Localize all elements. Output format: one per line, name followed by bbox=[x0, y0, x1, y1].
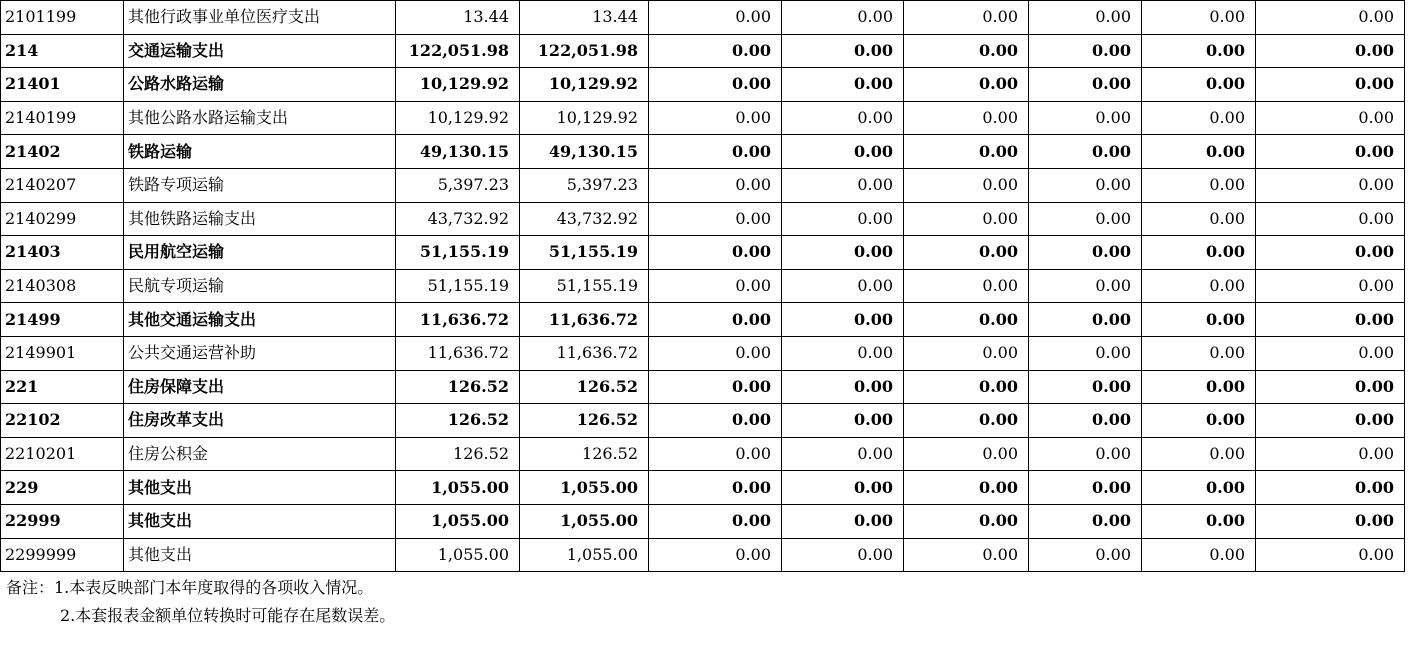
amount-cell: 0.00 bbox=[782, 404, 904, 438]
amount-cell: 0.00 bbox=[649, 538, 782, 572]
amount-cell: 0.00 bbox=[782, 34, 904, 68]
subject-code-cell: 2210201 bbox=[1, 437, 124, 471]
subject-name-cell: 其他支出 bbox=[124, 538, 396, 572]
amount-cell: 0.00 bbox=[1256, 404, 1405, 438]
amount-cell: 1,055.00 bbox=[396, 538, 520, 572]
subject-name-cell: 其他交通运输支出 bbox=[124, 303, 396, 337]
amount-cell: 0.00 bbox=[1029, 236, 1142, 270]
amount-cell: 51,155.19 bbox=[520, 236, 649, 270]
amount-cell: 0.00 bbox=[649, 34, 782, 68]
amount-cell: 126.52 bbox=[396, 437, 520, 471]
subject-code-cell: 2140199 bbox=[1, 101, 124, 135]
amount-cell: 0.00 bbox=[1142, 34, 1256, 68]
amount-cell: 1,055.00 bbox=[396, 471, 520, 505]
subject-code-cell: 214 bbox=[1, 34, 124, 68]
table-row bbox=[1, 135, 1405, 169]
amount-cell: 0.00 bbox=[1029, 437, 1142, 471]
amount-cell: 0.00 bbox=[1142, 370, 1256, 404]
amount-cell: 0.00 bbox=[1142, 269, 1256, 303]
amount-cell: 0.00 bbox=[904, 101, 1029, 135]
amount-cell: 5,397.23 bbox=[396, 168, 520, 202]
amount-cell: 43,732.92 bbox=[520, 202, 649, 236]
amount-cell: 10,129.92 bbox=[396, 101, 520, 135]
amount-cell: 0.00 bbox=[649, 504, 782, 538]
amount-cell: 0.00 bbox=[1029, 269, 1142, 303]
amount-cell: 1,055.00 bbox=[396, 504, 520, 538]
amount-cell: 0.00 bbox=[1142, 236, 1256, 270]
amount-cell: 10,129.92 bbox=[520, 68, 649, 102]
amount-cell: 0.00 bbox=[1142, 437, 1256, 471]
amount-cell: 0.00 bbox=[904, 404, 1029, 438]
amount-cell: 0.00 bbox=[904, 370, 1029, 404]
amount-cell: 0.00 bbox=[904, 236, 1029, 270]
table-body bbox=[1, 1, 1405, 572]
table-row bbox=[1, 471, 1405, 505]
note-line-1: 备注：1.本表反映部门本年度取得的各项收入情况。 bbox=[6, 578, 374, 598]
amount-cell: 11,636.72 bbox=[396, 303, 520, 337]
amount-cell: 0.00 bbox=[904, 168, 1029, 202]
subject-name-cell: 民航专项运输 bbox=[124, 269, 396, 303]
amount-cell: 0.00 bbox=[1142, 336, 1256, 370]
amount-cell: 0.00 bbox=[1142, 168, 1256, 202]
subject-code-cell: 21403 bbox=[1, 236, 124, 270]
amount-cell: 0.00 bbox=[904, 437, 1029, 471]
amount-cell: 0.00 bbox=[1142, 538, 1256, 572]
amount-cell: 1,055.00 bbox=[520, 471, 649, 505]
subject-name-cell: 其他支出 bbox=[124, 504, 396, 538]
amount-cell: 0.00 bbox=[1029, 471, 1142, 505]
amount-cell: 0.00 bbox=[1256, 370, 1405, 404]
table-row bbox=[1, 168, 1405, 202]
amount-cell: 51,155.19 bbox=[396, 269, 520, 303]
subject-code-cell: 2140207 bbox=[1, 168, 124, 202]
amount-cell: 1,055.00 bbox=[520, 504, 649, 538]
amount-cell: 0.00 bbox=[904, 135, 1029, 169]
subject-name-cell: 其他公路水路运输支出 bbox=[124, 101, 396, 135]
amount-cell: 0.00 bbox=[782, 236, 904, 270]
amount-cell: 0.00 bbox=[649, 370, 782, 404]
amount-cell: 0.00 bbox=[1142, 504, 1256, 538]
subject-name-cell: 交通运输支出 bbox=[124, 34, 396, 68]
subject-name-cell: 铁路专项运输 bbox=[124, 168, 396, 202]
amount-cell: 0.00 bbox=[904, 68, 1029, 102]
subject-name-cell: 住房改革支出 bbox=[124, 404, 396, 438]
amount-cell: 0.00 bbox=[1256, 437, 1405, 471]
amount-cell: 0.00 bbox=[1029, 370, 1142, 404]
subject-name-cell: 公路水路运输 bbox=[124, 68, 396, 102]
subject-name-cell: 住房保障支出 bbox=[124, 370, 396, 404]
amount-cell: 0.00 bbox=[782, 336, 904, 370]
amount-cell: 0.00 bbox=[782, 1, 904, 35]
amount-cell: 0.00 bbox=[1256, 1, 1405, 35]
amount-cell: 0.00 bbox=[1142, 404, 1256, 438]
amount-cell: 0.00 bbox=[1256, 336, 1405, 370]
amount-cell: 0.00 bbox=[782, 202, 904, 236]
amount-cell: 0.00 bbox=[649, 135, 782, 169]
amount-cell: 0.00 bbox=[1029, 202, 1142, 236]
subject-name-cell: 公共交通运营补助 bbox=[124, 336, 396, 370]
amount-cell: 126.52 bbox=[396, 370, 520, 404]
table-row bbox=[1, 101, 1405, 135]
table-row bbox=[1, 1, 1405, 35]
amount-cell: 51,155.19 bbox=[520, 269, 649, 303]
amount-cell: 0.00 bbox=[1142, 101, 1256, 135]
amount-cell: 0.00 bbox=[649, 269, 782, 303]
amount-cell: 0.00 bbox=[1029, 168, 1142, 202]
amount-cell: 0.00 bbox=[904, 538, 1029, 572]
amount-cell: 0.00 bbox=[649, 336, 782, 370]
amount-cell: 0.00 bbox=[1256, 269, 1405, 303]
table-row bbox=[1, 504, 1405, 538]
table-row bbox=[1, 370, 1405, 404]
subject-code-cell: 2299999 bbox=[1, 538, 124, 572]
amount-cell: 0.00 bbox=[782, 471, 904, 505]
amount-cell: 0.00 bbox=[1029, 303, 1142, 337]
subject-name-cell: 其他支出 bbox=[124, 471, 396, 505]
subject-code-cell: 2101199 bbox=[1, 1, 124, 35]
amount-cell: 0.00 bbox=[649, 1, 782, 35]
amount-cell: 0.00 bbox=[904, 269, 1029, 303]
amount-cell: 122,051.98 bbox=[520, 34, 649, 68]
amount-cell: 0.00 bbox=[1256, 538, 1405, 572]
amount-cell: 0.00 bbox=[1029, 504, 1142, 538]
subject-code-cell: 21499 bbox=[1, 303, 124, 337]
amount-cell: 0.00 bbox=[1029, 101, 1142, 135]
amount-cell: 0.00 bbox=[782, 168, 904, 202]
table-row bbox=[1, 202, 1405, 236]
amount-cell: 51,155.19 bbox=[396, 236, 520, 270]
amount-cell: 0.00 bbox=[782, 370, 904, 404]
amount-cell: 5,397.23 bbox=[520, 168, 649, 202]
amount-cell: 0.00 bbox=[782, 504, 904, 538]
subject-name-cell: 民用航空运输 bbox=[124, 236, 396, 270]
subject-code-cell: 22102 bbox=[1, 404, 124, 438]
amount-cell: 0.00 bbox=[1256, 202, 1405, 236]
amount-cell: 0.00 bbox=[649, 101, 782, 135]
amount-cell: 0.00 bbox=[1029, 1, 1142, 35]
amount-cell: 0.00 bbox=[1029, 135, 1142, 169]
amount-cell: 0.00 bbox=[782, 101, 904, 135]
amount-cell: 0.00 bbox=[1142, 68, 1256, 102]
amount-cell: 0.00 bbox=[1029, 34, 1142, 68]
amount-cell: 11,636.72 bbox=[520, 336, 649, 370]
amount-cell: 0.00 bbox=[782, 303, 904, 337]
subject-code-cell: 229 bbox=[1, 471, 124, 505]
amount-cell: 0.00 bbox=[782, 538, 904, 572]
amount-cell: 0.00 bbox=[1256, 101, 1405, 135]
amount-cell: 0.00 bbox=[782, 437, 904, 471]
amount-cell: 0.00 bbox=[782, 269, 904, 303]
table-row bbox=[1, 437, 1405, 471]
amount-cell: 11,636.72 bbox=[520, 303, 649, 337]
subject-name-cell: 其他铁路运输支出 bbox=[124, 202, 396, 236]
amount-cell: 0.00 bbox=[649, 168, 782, 202]
amount-cell: 0.00 bbox=[1029, 68, 1142, 102]
amount-cell: 13.44 bbox=[396, 1, 520, 35]
subject-code-cell: 221 bbox=[1, 370, 124, 404]
table-row bbox=[1, 404, 1405, 438]
amount-cell: 0.00 bbox=[904, 34, 1029, 68]
amount-cell: 122,051.98 bbox=[396, 34, 520, 68]
note-line-2: 2.本套报表金额单位转换时可能存在尾数误差。 bbox=[60, 606, 396, 626]
subject-name-cell: 其他行政事业单位医疗支出 bbox=[124, 1, 396, 35]
amount-cell: 11,636.72 bbox=[396, 336, 520, 370]
amount-cell: 0.00 bbox=[1142, 135, 1256, 169]
amount-cell: 0.00 bbox=[1256, 303, 1405, 337]
table-row bbox=[1, 34, 1405, 68]
amount-cell: 0.00 bbox=[649, 471, 782, 505]
amount-cell: 0.00 bbox=[782, 135, 904, 169]
amount-cell: 0.00 bbox=[1256, 34, 1405, 68]
amount-cell: 0.00 bbox=[1256, 471, 1405, 505]
subject-code-cell: 21401 bbox=[1, 68, 124, 102]
amount-cell: 43,732.92 bbox=[396, 202, 520, 236]
table-row bbox=[1, 236, 1405, 270]
amount-cell: 0.00 bbox=[904, 336, 1029, 370]
amount-cell: 0.00 bbox=[904, 471, 1029, 505]
amount-cell: 0.00 bbox=[1142, 471, 1256, 505]
subject-name-cell: 住房公积金 bbox=[124, 437, 396, 471]
amount-cell: 0.00 bbox=[1256, 135, 1405, 169]
amount-cell: 13.44 bbox=[520, 1, 649, 35]
amount-cell: 0.00 bbox=[649, 68, 782, 102]
amount-cell: 0.00 bbox=[1142, 202, 1256, 236]
amount-cell: 0.00 bbox=[1029, 336, 1142, 370]
table-row bbox=[1, 336, 1405, 370]
table-row bbox=[1, 269, 1405, 303]
amount-cell: 0.00 bbox=[649, 437, 782, 471]
amount-cell: 0.00 bbox=[649, 236, 782, 270]
amount-cell: 0.00 bbox=[904, 202, 1029, 236]
subject-code-cell: 21402 bbox=[1, 135, 124, 169]
subject-code-cell: 2140299 bbox=[1, 202, 124, 236]
subject-code-cell: 2149901 bbox=[1, 336, 124, 370]
subject-code-cell: 2140308 bbox=[1, 269, 124, 303]
amount-cell: 0.00 bbox=[649, 202, 782, 236]
amount-cell: 0.00 bbox=[904, 1, 1029, 35]
amount-cell: 0.00 bbox=[904, 303, 1029, 337]
amount-cell: 0.00 bbox=[1256, 236, 1405, 270]
amount-cell: 126.52 bbox=[396, 404, 520, 438]
amount-cell: 49,130.15 bbox=[396, 135, 520, 169]
notes bbox=[0, 574, 1408, 630]
amount-cell: 10,129.92 bbox=[396, 68, 520, 102]
amount-cell: 0.00 bbox=[649, 303, 782, 337]
table-row bbox=[1, 68, 1405, 102]
amount-cell: 0.00 bbox=[782, 68, 904, 102]
amount-cell: 0.00 bbox=[1256, 168, 1405, 202]
amount-cell: 49,130.15 bbox=[520, 135, 649, 169]
table-row bbox=[1, 303, 1405, 337]
subject-code-cell: 22999 bbox=[1, 504, 124, 538]
amount-cell: 126.52 bbox=[520, 404, 649, 438]
amount-cell: 10,129.92 bbox=[520, 101, 649, 135]
table-row bbox=[1, 538, 1405, 572]
amount-cell: 0.00 bbox=[1142, 1, 1256, 35]
subject-name-cell: 铁路运输 bbox=[124, 135, 396, 169]
amount-cell: 0.00 bbox=[649, 404, 782, 438]
amount-cell: 0.00 bbox=[1029, 538, 1142, 572]
amount-cell: 0.00 bbox=[1256, 504, 1405, 538]
amount-cell: 1,055.00 bbox=[520, 538, 649, 572]
amount-cell: 0.00 bbox=[904, 504, 1029, 538]
amount-cell: 0.00 bbox=[1142, 303, 1256, 337]
amount-cell: 0.00 bbox=[1256, 68, 1405, 102]
amount-cell: 126.52 bbox=[520, 437, 649, 471]
amount-cell: 126.52 bbox=[520, 370, 649, 404]
amount-cell: 0.00 bbox=[1029, 404, 1142, 438]
